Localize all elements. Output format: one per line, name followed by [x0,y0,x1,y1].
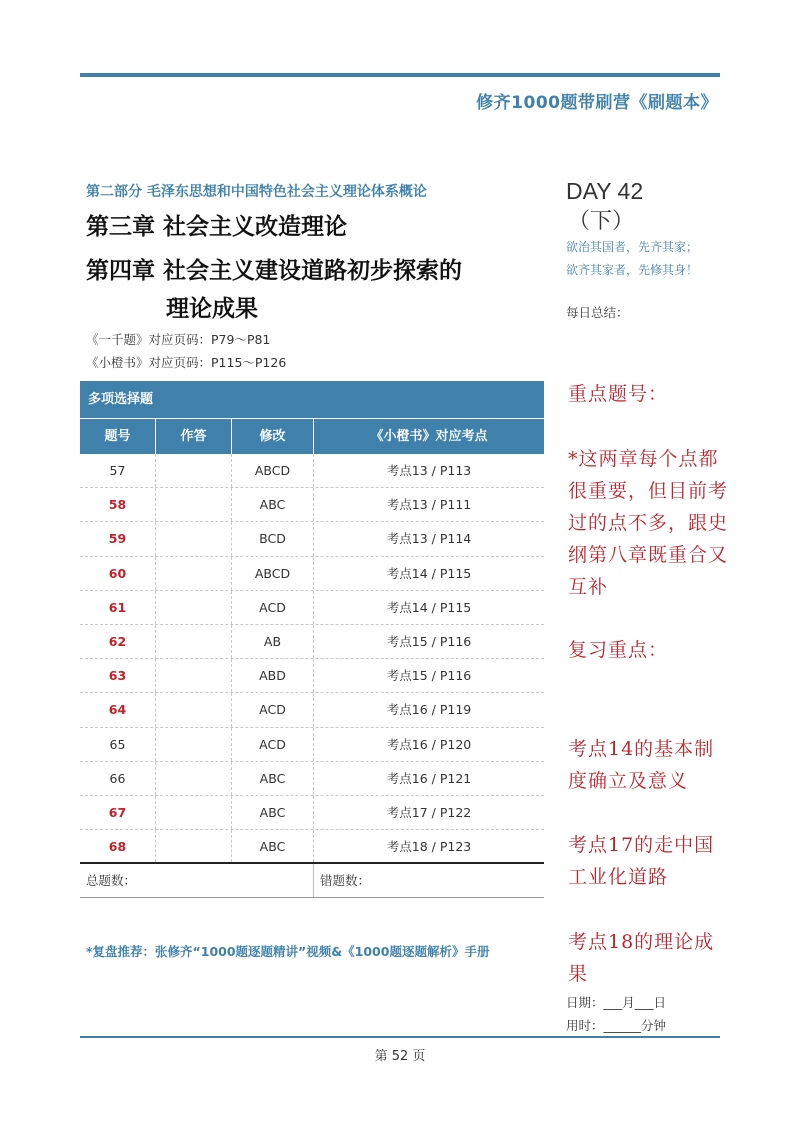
fix-cell: ABC [232,762,314,795]
question-number: 64 [80,693,156,726]
answer-cell[interactable] [156,796,232,829]
table-row [80,557,544,591]
question-number: 68 [80,830,156,862]
fix-cell: ACD [232,728,314,761]
fix-cell: ACD [232,591,314,624]
note-chapters-importance: *这两章每个点都很重要，但目前考过的点不多，跟史纲第八章既重合又互补 [568,448,729,598]
table-row [80,591,544,625]
daily-summary-label: 每日总结： [566,305,629,320]
chapter-4-title-line2: 理论成果 [166,296,258,322]
note-review-points: 复习重点： [568,639,669,661]
fix-cell: ABC [232,830,314,862]
point-cell: 考点14 / P115 [386,599,472,615]
table-row [80,728,544,762]
question-number: 58 [80,488,156,521]
answer-cell[interactable] [156,830,232,862]
chapter-3-title: 第三章 社会主义改造理论 [86,214,348,240]
point-cell: 考点13 / P111 [386,497,472,513]
table-row [80,762,544,796]
point-cell: 考点18 / P123 [386,839,472,855]
table-row [80,830,544,864]
point-cell: 考点16 / P121 [386,770,472,786]
bottom-divider [80,1036,720,1038]
question-number: 60 [80,557,156,590]
answer-cell[interactable] [156,454,232,487]
motto-line-1: 欲治其国者，先齐其家； [566,240,699,254]
fix-cell: ABC [232,796,314,829]
point-cell: 考点15 / P116 [386,633,472,649]
point-cell: 考点17 / P122 [386,804,472,820]
table-row [80,522,544,556]
question-number: 63 [80,659,156,692]
answer-table [80,381,544,898]
answer-cell[interactable] [156,693,232,726]
answer-cell[interactable] [156,557,232,590]
question-number: 66 [80,762,156,795]
question-number: 57 [80,454,156,487]
fix-cell: ABCD [232,454,314,487]
table-row [80,693,544,727]
point-cell: 考点15 / P116 [386,668,472,684]
day-sub-label: （下） [568,209,635,234]
fix-cell: ABD [232,659,314,692]
column-header-answer: 作答 [156,419,232,454]
column-header-fix: 修改 [232,419,314,454]
answer-cell[interactable] [156,659,232,692]
page-number: 第 52 页 [374,1049,426,1064]
note-point-17: 考点17的走中国工业化道路 [568,834,715,888]
review-recommendation: *复盘推荐：张修齐“1000题逐题精讲”视频&《1000题逐题解析》手册 [86,944,490,959]
column-header-point: 《小橙书》对应考点 [370,429,488,444]
answer-cell[interactable] [156,488,232,521]
note-point-18: 考点18的理论成果 [568,931,715,985]
fix-cell: ABCD [232,557,314,590]
answer-cell[interactable] [156,591,232,624]
note-key-questions: 重点题号： [568,383,669,405]
day-label: DAY 42 [566,178,644,204]
brand-title: 修齐1000题带刷营《刷题本》 [476,93,718,113]
date-field[interactable]: 日期：___月___日 [566,995,667,1010]
table-body [80,454,544,864]
question-number: 59 [80,522,156,555]
fix-cell: ABC [232,488,314,521]
top-divider [80,73,720,77]
point-cell: 考点14 / P115 [386,565,472,581]
answer-cell[interactable] [156,762,232,795]
note-point-14: 考点14的基本制度确立及意义 [568,738,715,792]
table-header [80,418,544,454]
point-cell: 考点16 / P119 [386,702,472,718]
table-row [80,625,544,659]
time-spent-field[interactable]: 用时：______分钟 [566,1018,667,1033]
fix-cell: BCD [232,522,314,555]
answer-cell[interactable] [156,522,232,555]
table-footer [80,864,544,898]
fix-cell: ACD [232,693,314,726]
question-number: 62 [80,625,156,658]
motto-line-2: 欲齐其家者，先修其身！ [566,263,699,277]
chapter-4-title-line1: 第四章 社会主义建设道路初步探索的 [86,258,463,284]
table-row [80,796,544,830]
table-row [80,454,544,488]
page-ref-xiaochengshu: 《小橙书》对应页码：P115～P126 [86,355,287,370]
table-row [80,659,544,693]
question-number: 65 [80,728,156,761]
question-number: 67 [80,796,156,829]
page-ref-yiqian: 《一千题》对应页码：P79～P81 [86,332,271,347]
part-title: 第二部分 毛泽东思想和中国特色社会主义理论体系概论 [86,184,427,200]
table-title: 多项选择题 [80,381,544,418]
point-cell: 考点13 / P114 [386,531,472,547]
fix-cell: AB [232,625,314,658]
point-cell: 考点13 / P113 [386,463,472,478]
point-cell: 考点16 / P120 [386,736,472,752]
answer-cell[interactable] [156,728,232,761]
column-header-number: 题号 [80,419,156,454]
table-row [80,488,544,522]
answer-cell[interactable] [156,625,232,658]
wrong-count-label[interactable]: 错题数： [320,873,371,889]
question-number: 61 [80,591,156,624]
total-count-label[interactable]: 总题数： [80,864,314,897]
